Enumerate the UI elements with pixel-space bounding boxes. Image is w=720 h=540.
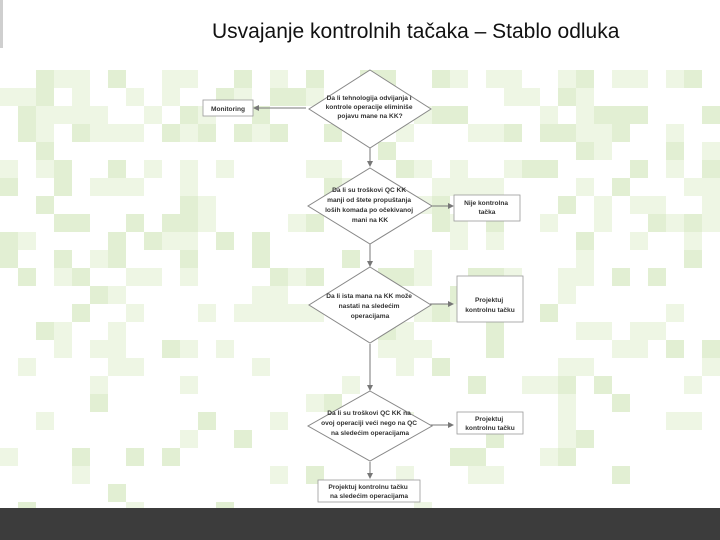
decision-text-line: nastati na sledećim [338,303,400,310]
decision-text-line: pojavu mane na KK? [337,113,403,120]
outcome-o1 [203,100,253,116]
outcome-text-line: na sledećim operacijama [329,493,409,500]
decision-text-line: mani na KK [351,217,389,224]
outcome-o4 [457,412,523,434]
outcome-box [454,195,520,221]
decision-d2 [308,168,432,244]
footer-bar [0,508,720,540]
decision-text-line: ovoj operaciji veći nego na QC [321,420,418,427]
decision-d1 [309,70,431,148]
outcome-text-line: Monitoring [210,106,246,113]
outcome-o5 [318,480,420,502]
decision-text-line: Da li ista mana na KK može [326,293,412,300]
svg-text:Da li su troškovi QC KK na [321,410,419,437]
decision-text-line: manji od štete propuštanja [327,197,412,204]
decision-text-line: operacijama [350,313,390,320]
slide-title: Usvajanje kontrolnih tačaka – Stablo odluka [212,20,620,43]
outcome-text-line: kontrolnu tačku [465,307,515,314]
decision-text-line: kontrole operacije eliminiše [325,104,413,111]
decision-diamond [308,168,432,244]
decision-text-line: Da li su troškovi QC KK [332,187,407,194]
outcome-text-line: Projektuj [474,416,504,423]
outcome-text-line: tačka [478,209,496,216]
outcome-text-line: kontrolnu tačku [465,425,515,432]
decision-d4 [308,391,432,461]
svg-text:Monitoring [211,106,245,113]
outcome-o2 [454,195,520,221]
decision-d3 [309,267,431,343]
outcome-text-line: Projektuj [474,297,504,304]
outcome-text-line: Projektuj kontrolnu tačku [328,484,408,491]
decision-text-line: Da li su troškovi QC KK na [327,410,411,417]
decision-text-line: Da li tehnologija odvijanja i [326,95,412,102]
decision-text-line: na sledećim operacijama [330,430,410,437]
decision-text-line: loših komada po očekivanoj [325,207,414,214]
svg-text:Da li tehnologija odvijanja i [326,95,415,120]
outcome-text-line: Nije kontrolna [464,200,509,207]
outcome-o3 [457,276,523,322]
